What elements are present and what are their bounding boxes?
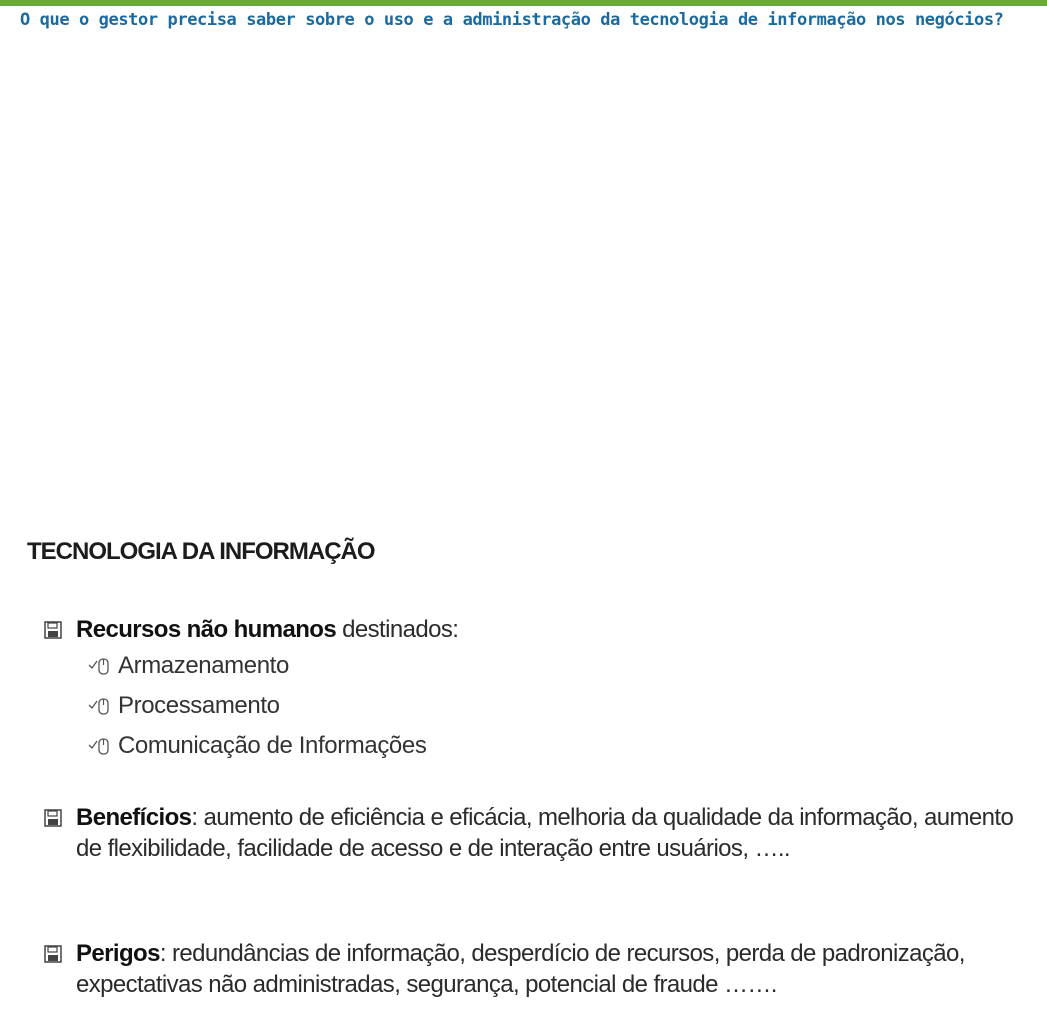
floppy-disk-icon	[44, 621, 62, 639]
rest-perigos: : redundâncias de informação, desperdício de recursos, perda de padronização, expectativas não administradas, segurança, potencial de fraude …….	[76, 940, 965, 998]
mouse-check-icon	[88, 656, 112, 676]
bullet-beneficios	[44, 802, 1024, 864]
rest-beneficios: : aumento de eficiência e eficácia, melhoria da qualidade da informação, aumento de flexibilidade, facilidade de acesso e de interação entre usuários, …..	[76, 804, 1014, 862]
sub-item-label: Processamento	[118, 692, 280, 719]
bullet-perigos	[44, 938, 1024, 1000]
slide-image	[0, 530, 1047, 1032]
floppy-disk-icon	[44, 945, 62, 963]
sub-item-comunicacao	[90, 730, 426, 761]
sub-item-label: Armazenamento	[118, 652, 289, 679]
term-recursos: Recursos não humanos	[76, 616, 337, 643]
sub-item-armazenamento	[90, 650, 289, 681]
mouse-check-icon	[88, 736, 112, 756]
question-heading: O que o gestor precisa saber sobre o uso e a administração da tecnologia de informação nos negócios?	[20, 10, 1004, 30]
term-perigos: Perigos	[76, 940, 160, 967]
rest-recursos: destinados:	[336, 616, 459, 643]
term-beneficios: Benefícios	[76, 804, 192, 831]
mouse-check-icon	[88, 696, 112, 716]
bullet-recursos	[44, 614, 1024, 645]
sub-item-label: Comunicação de Informações	[118, 732, 427, 759]
floppy-disk-icon	[44, 809, 62, 827]
sub-item-processamento	[90, 690, 280, 721]
top-accent-bar	[0, 0, 1047, 6]
slide-title: TECNOLOGIA DA INFORMAÇÃO	[27, 538, 375, 565]
